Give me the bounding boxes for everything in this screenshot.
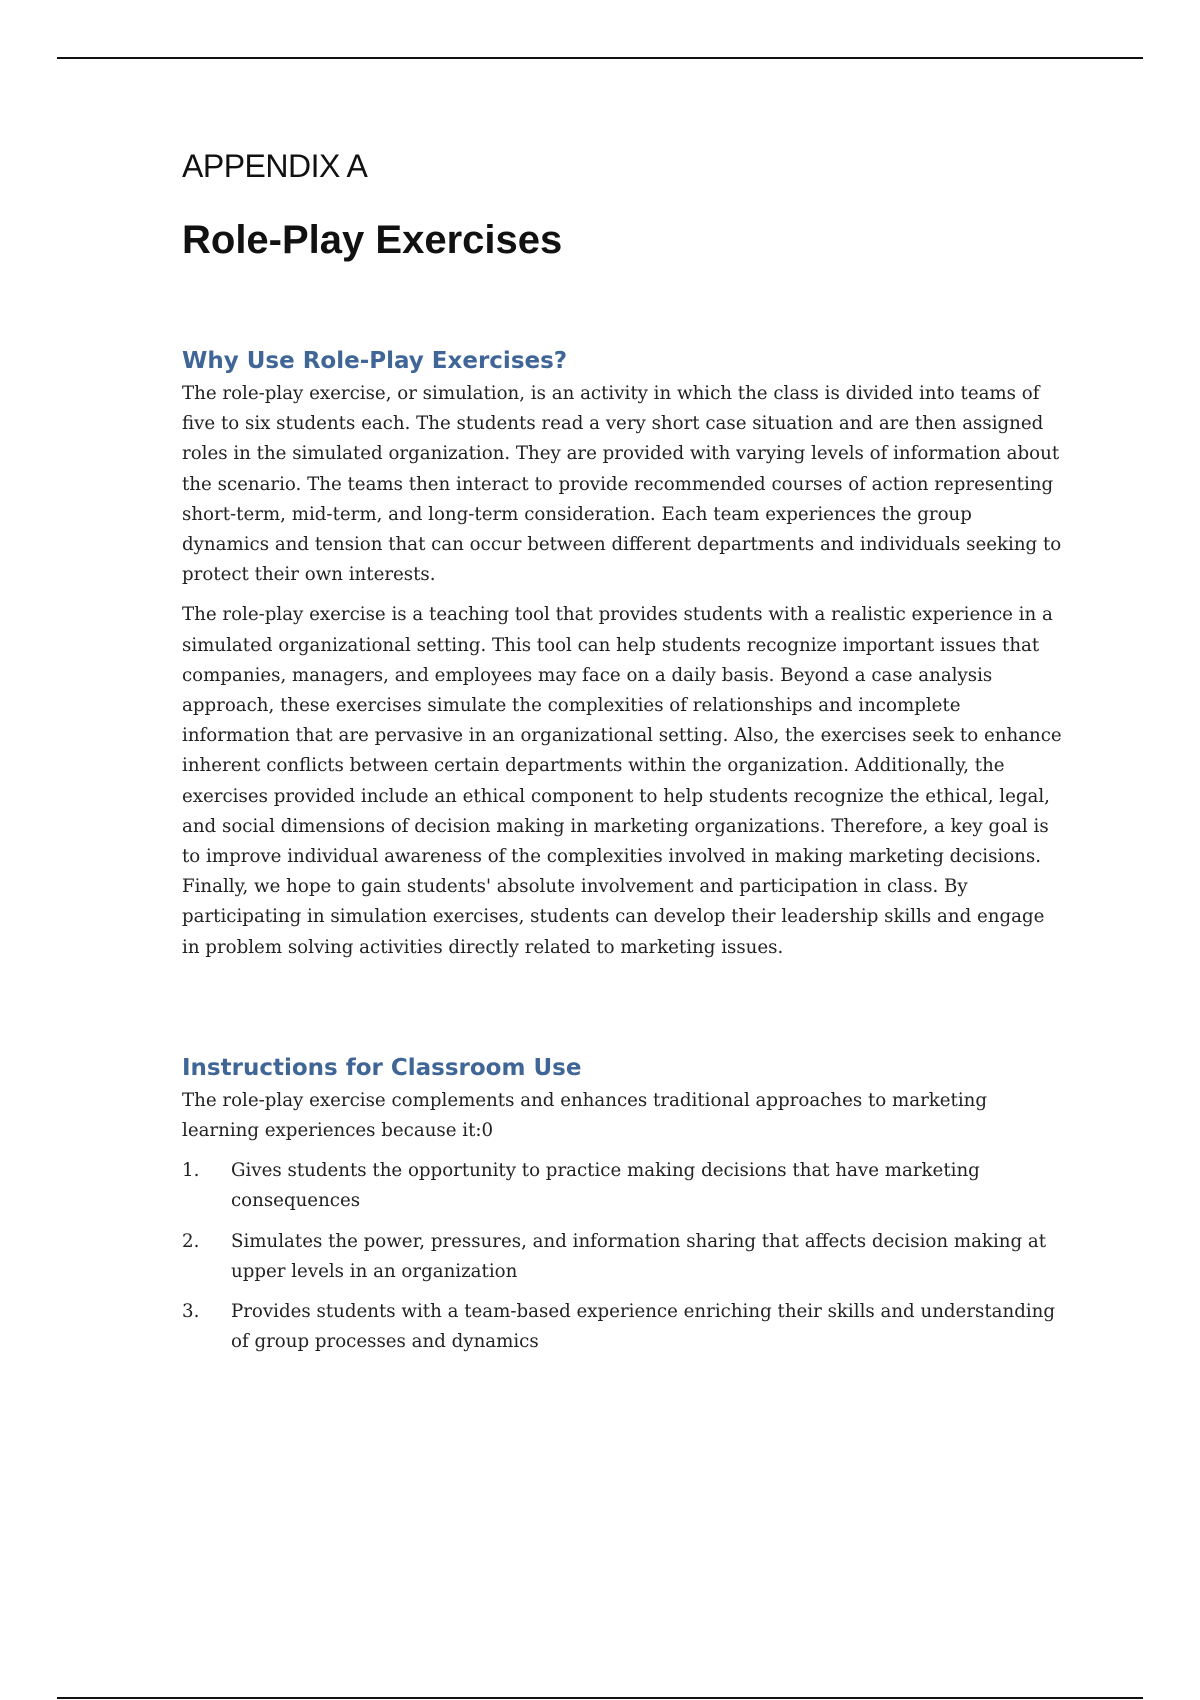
list-item-text: Gives students the opportunity to practice making decisions that have marketing consequences	[231, 1160, 980, 1212]
section-heading-instructions: Instructions for Classroom Use	[182, 1054, 582, 1081]
list-item-text: Simulates the power, pressures, and information sharing that affects decision making at upper levels in an organization	[231, 1230, 1047, 1282]
bottom-rule	[57, 1697, 1143, 1699]
list-item	[182, 1156, 1062, 1216]
list-item	[182, 1227, 1062, 1287]
list-item-number: 3.	[182, 1301, 200, 1323]
body-paragraph: The role-play exercise, or simulation, is an activity in which the class is divided into teams of five to six students each. The students read a very short case situation and are then assigned roles in the simulated organization. They are provided with varying levels of information about the scenario. The teams then interact to provide recommended courses of action representing short-term, mid-term, and long-term consideration. Each team experiences the group dynamics and tension that can occur between different departments and individuals seeking to protect their own interests.	[182, 383, 1062, 586]
list-item-text: Provides students with a team-based experience enriching their skills and understanding of group processes and dynamics	[231, 1301, 1056, 1353]
numbered-list	[182, 1156, 1062, 1357]
appendix-label: APPENDIX A	[182, 148, 368, 184]
list-item-number: 2.	[182, 1230, 200, 1252]
section-heading-why-use: Why Use Role-Play Exercises?	[182, 348, 568, 374]
body-paragraph: The role-play exercise is a teaching tool that provides students with a realistic experience in a simulated organizational setting. This tool can help students recognize important issues that companies, managers, and employees may face on a daily basis. Beyond a case analysis approach, these exercises simulate the complexities of relationships and incomplete information that are pervasive in an organizational setting. Also, the exercises seek to enhance inherent conflicts between certain departments within the organization. Additionally, the exercises provided include an ethical component to help students recognize the ethical, legal, and social dimensions of decision making in marketing organizations. Therefore, a key goal is to improve individual awareness of the complexities involved in making marketing decisions. Finally, we hope to gain students' absolute involvement and participation in class. By participating in simulation exercises, students can develop their leadership skills and engage in problem solving activities directly related to marketing issues.	[182, 604, 1062, 958]
list-item-number: 1.	[182, 1160, 200, 1182]
list-item	[182, 1297, 1062, 1357]
instructions-intro: The role-play exercise complements and enhances traditional approaches to marketing learning experiences because it:0	[182, 1089, 988, 1142]
page-content	[182, 146, 1062, 1367]
top-rule	[57, 57, 1143, 59]
chapter-title: Role-Play Exercises	[182, 218, 563, 262]
